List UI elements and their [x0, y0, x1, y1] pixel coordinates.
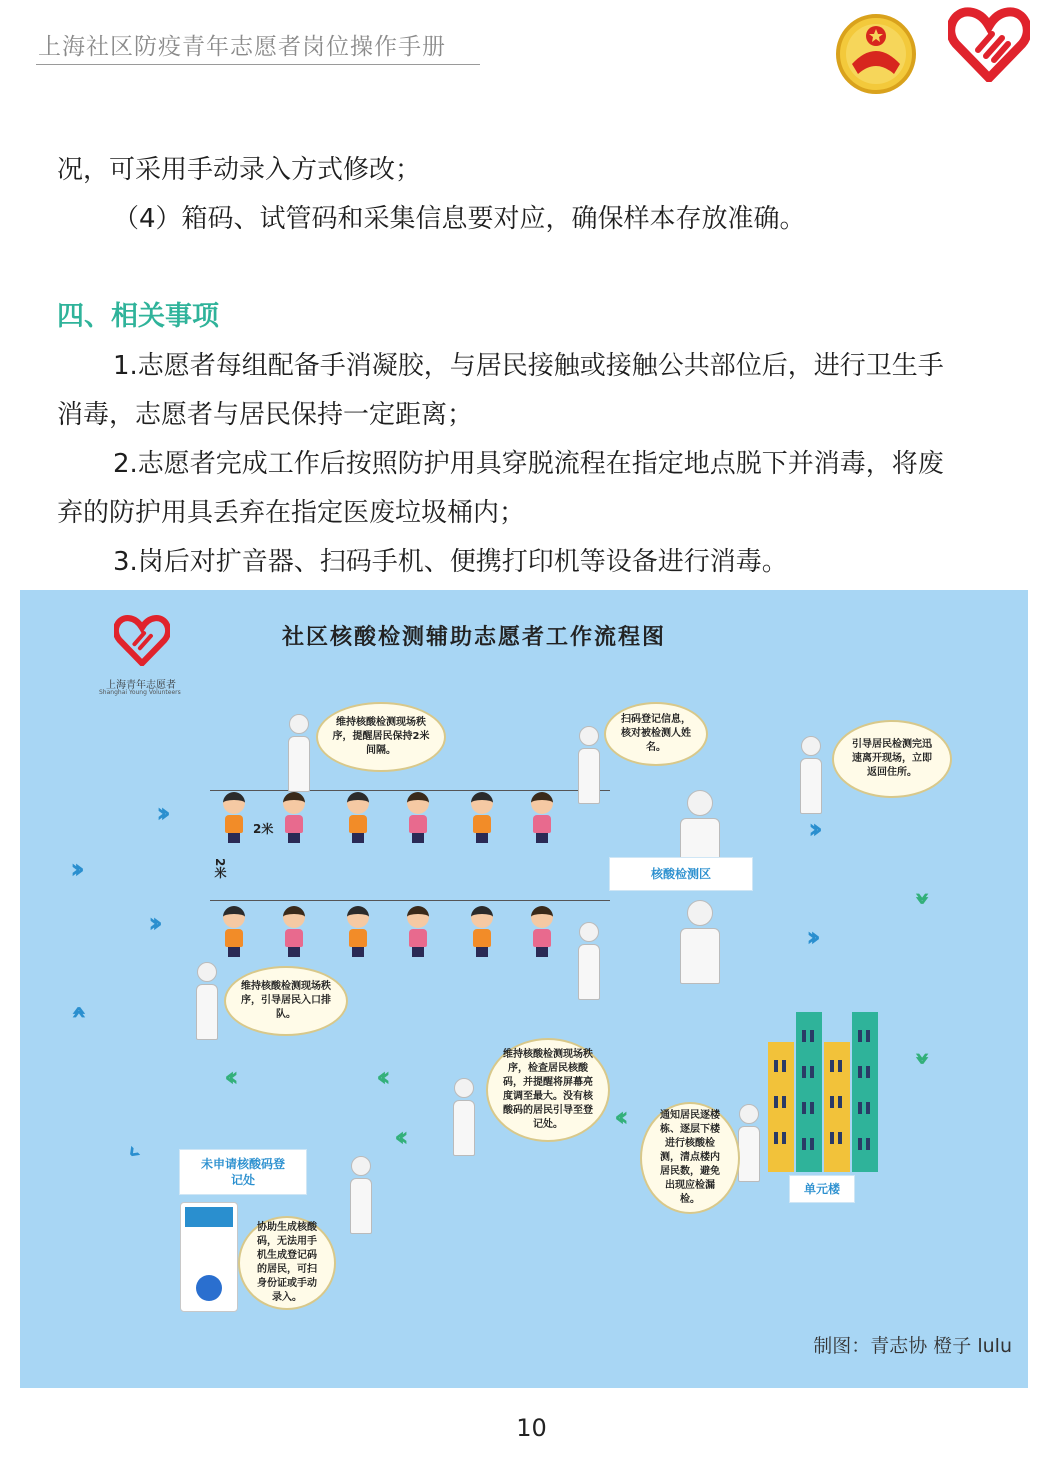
speech-bubble: 维持核酸检测现场秩序，引导居民入口排队。	[224, 966, 348, 1036]
resident-figure	[223, 906, 245, 957]
resident-figure	[283, 906, 305, 957]
volunteer-figure	[288, 714, 310, 792]
volunteer-figure	[453, 1078, 475, 1156]
page-number: 10	[516, 1414, 547, 1442]
flow-arrow-up: ››	[61, 1012, 95, 1021]
resident-figure	[347, 792, 369, 843]
flow-arrow-up-left: ‹	[116, 1141, 143, 1168]
text-line: 3.岗后对扩音器、扫码手机、便携打印机等设备进行消毒。	[113, 547, 788, 577]
text-line: 况，可采用手动录入方式修改；	[57, 155, 422, 185]
resident-figure	[531, 792, 553, 843]
youth-league-badge-icon	[832, 8, 920, 96]
resident-figure	[347, 906, 369, 957]
phone-mockup	[180, 1202, 238, 1312]
tester-figure	[680, 900, 720, 978]
flow-arrow-left: ‹‹	[614, 1100, 622, 1133]
text-line: （4）箱码、试管码和采集信息要对应，确保样本存放准确。	[113, 204, 806, 234]
flow-arrow-right: ››	[148, 906, 156, 939]
volunteer-heart-icon	[114, 614, 170, 666]
flow-arrow-left: ‹‹	[376, 1060, 384, 1093]
resident-figure	[471, 792, 493, 843]
volunteer-figure	[738, 1104, 760, 1182]
volunteer-figure	[350, 1156, 372, 1234]
register-tag: 未申请核酸码登记处	[180, 1150, 306, 1194]
volunteer-figure	[800, 736, 822, 814]
speech-bubble: 扫码登记信息，核对被检测人姓名。	[604, 702, 708, 766]
flow-arrow-right: ››	[808, 812, 816, 845]
speech-bubble: 维持核酸检测现场秩序，提醒居民保持2米间隔。	[316, 702, 446, 772]
flow-arrow-down: ››	[907, 890, 941, 899]
speech-bubble: 引导居民检测完迅速离开现场，立即返回住所。	[832, 720, 952, 798]
test-area-tag: 核酸检测区	[610, 858, 752, 890]
volunteer-figure	[578, 726, 600, 804]
org-name-en: Shanghai Young Volunteers	[99, 689, 181, 696]
flow-arrow-left: ‹‹	[224, 1060, 232, 1093]
resident-figure	[407, 792, 429, 843]
queue-rail	[210, 900, 610, 901]
resident-figure	[223, 792, 245, 843]
resident-figure	[407, 906, 429, 957]
flow-arrow-left: ‹‹	[394, 1120, 402, 1153]
volunteer-figure	[578, 922, 600, 1000]
queue-rail	[210, 790, 610, 791]
distance-label: 2米	[213, 858, 227, 879]
speech-bubble: 协助生成核酸码，无法用手机生成登记码的居民，可扫身份证或手动录入。	[238, 1216, 336, 1310]
building-tag: 单元楼	[790, 1176, 854, 1202]
org-name-cn: 上海青年志愿者	[106, 680, 176, 691]
text-line: 弃的防护用具丢弃在指定医废垃圾桶内；	[57, 498, 526, 528]
apartment-building-icon	[768, 1008, 880, 1172]
resident-figure	[471, 906, 493, 957]
distance-label: 2米	[253, 822, 274, 836]
text-line: 1.志愿者每组配备手消凝胶，与居民接触或接触公共部位后，进行卫生手	[113, 351, 944, 381]
tester-figure	[680, 790, 720, 868]
flowchart-title: 社区核酸检测辅助志愿者工作流程图	[282, 625, 667, 650]
speech-bubble: 维持核酸检测现场秩序，检查居民核酸码，并提醒将屏幕亮度调至最大。没有核酸码的居民引导至登记处。	[486, 1038, 610, 1142]
flow-arrow-down: ››	[907, 1050, 941, 1059]
manual-title: 上海社区防疫青年志愿者岗位操作手册	[38, 34, 446, 60]
chart-credit: 制图：青志协 橙子 lulu	[813, 1335, 1012, 1357]
resident-figure	[531, 906, 553, 957]
resident-figure	[283, 792, 305, 843]
flow-arrow-right: ››	[70, 852, 78, 885]
phone-scan-button	[196, 1275, 222, 1301]
flow-arrow-right: ››	[156, 796, 164, 829]
speech-bubble: 通知居民逐楼栋、逐层下楼进行核酸检测，清点楼内居民数，避免出现应检漏检。	[640, 1102, 740, 1214]
phone-header-bar	[185, 1207, 233, 1227]
flow-arrow-right: ››	[806, 920, 814, 953]
workflow-poster	[20, 590, 1028, 1388]
volunteer-figure	[196, 962, 218, 1040]
text-line: 消毒，志愿者与居民保持一定距离；	[57, 400, 474, 430]
volunteer-heart-icon	[948, 6, 1030, 82]
text-line: 2.志愿者完成工作后按照防护用具穿脱流程在指定地点脱下并消毒，将废	[113, 449, 944, 479]
section-heading: 四、相关事项	[57, 301, 219, 332]
header-divider	[36, 64, 480, 65]
